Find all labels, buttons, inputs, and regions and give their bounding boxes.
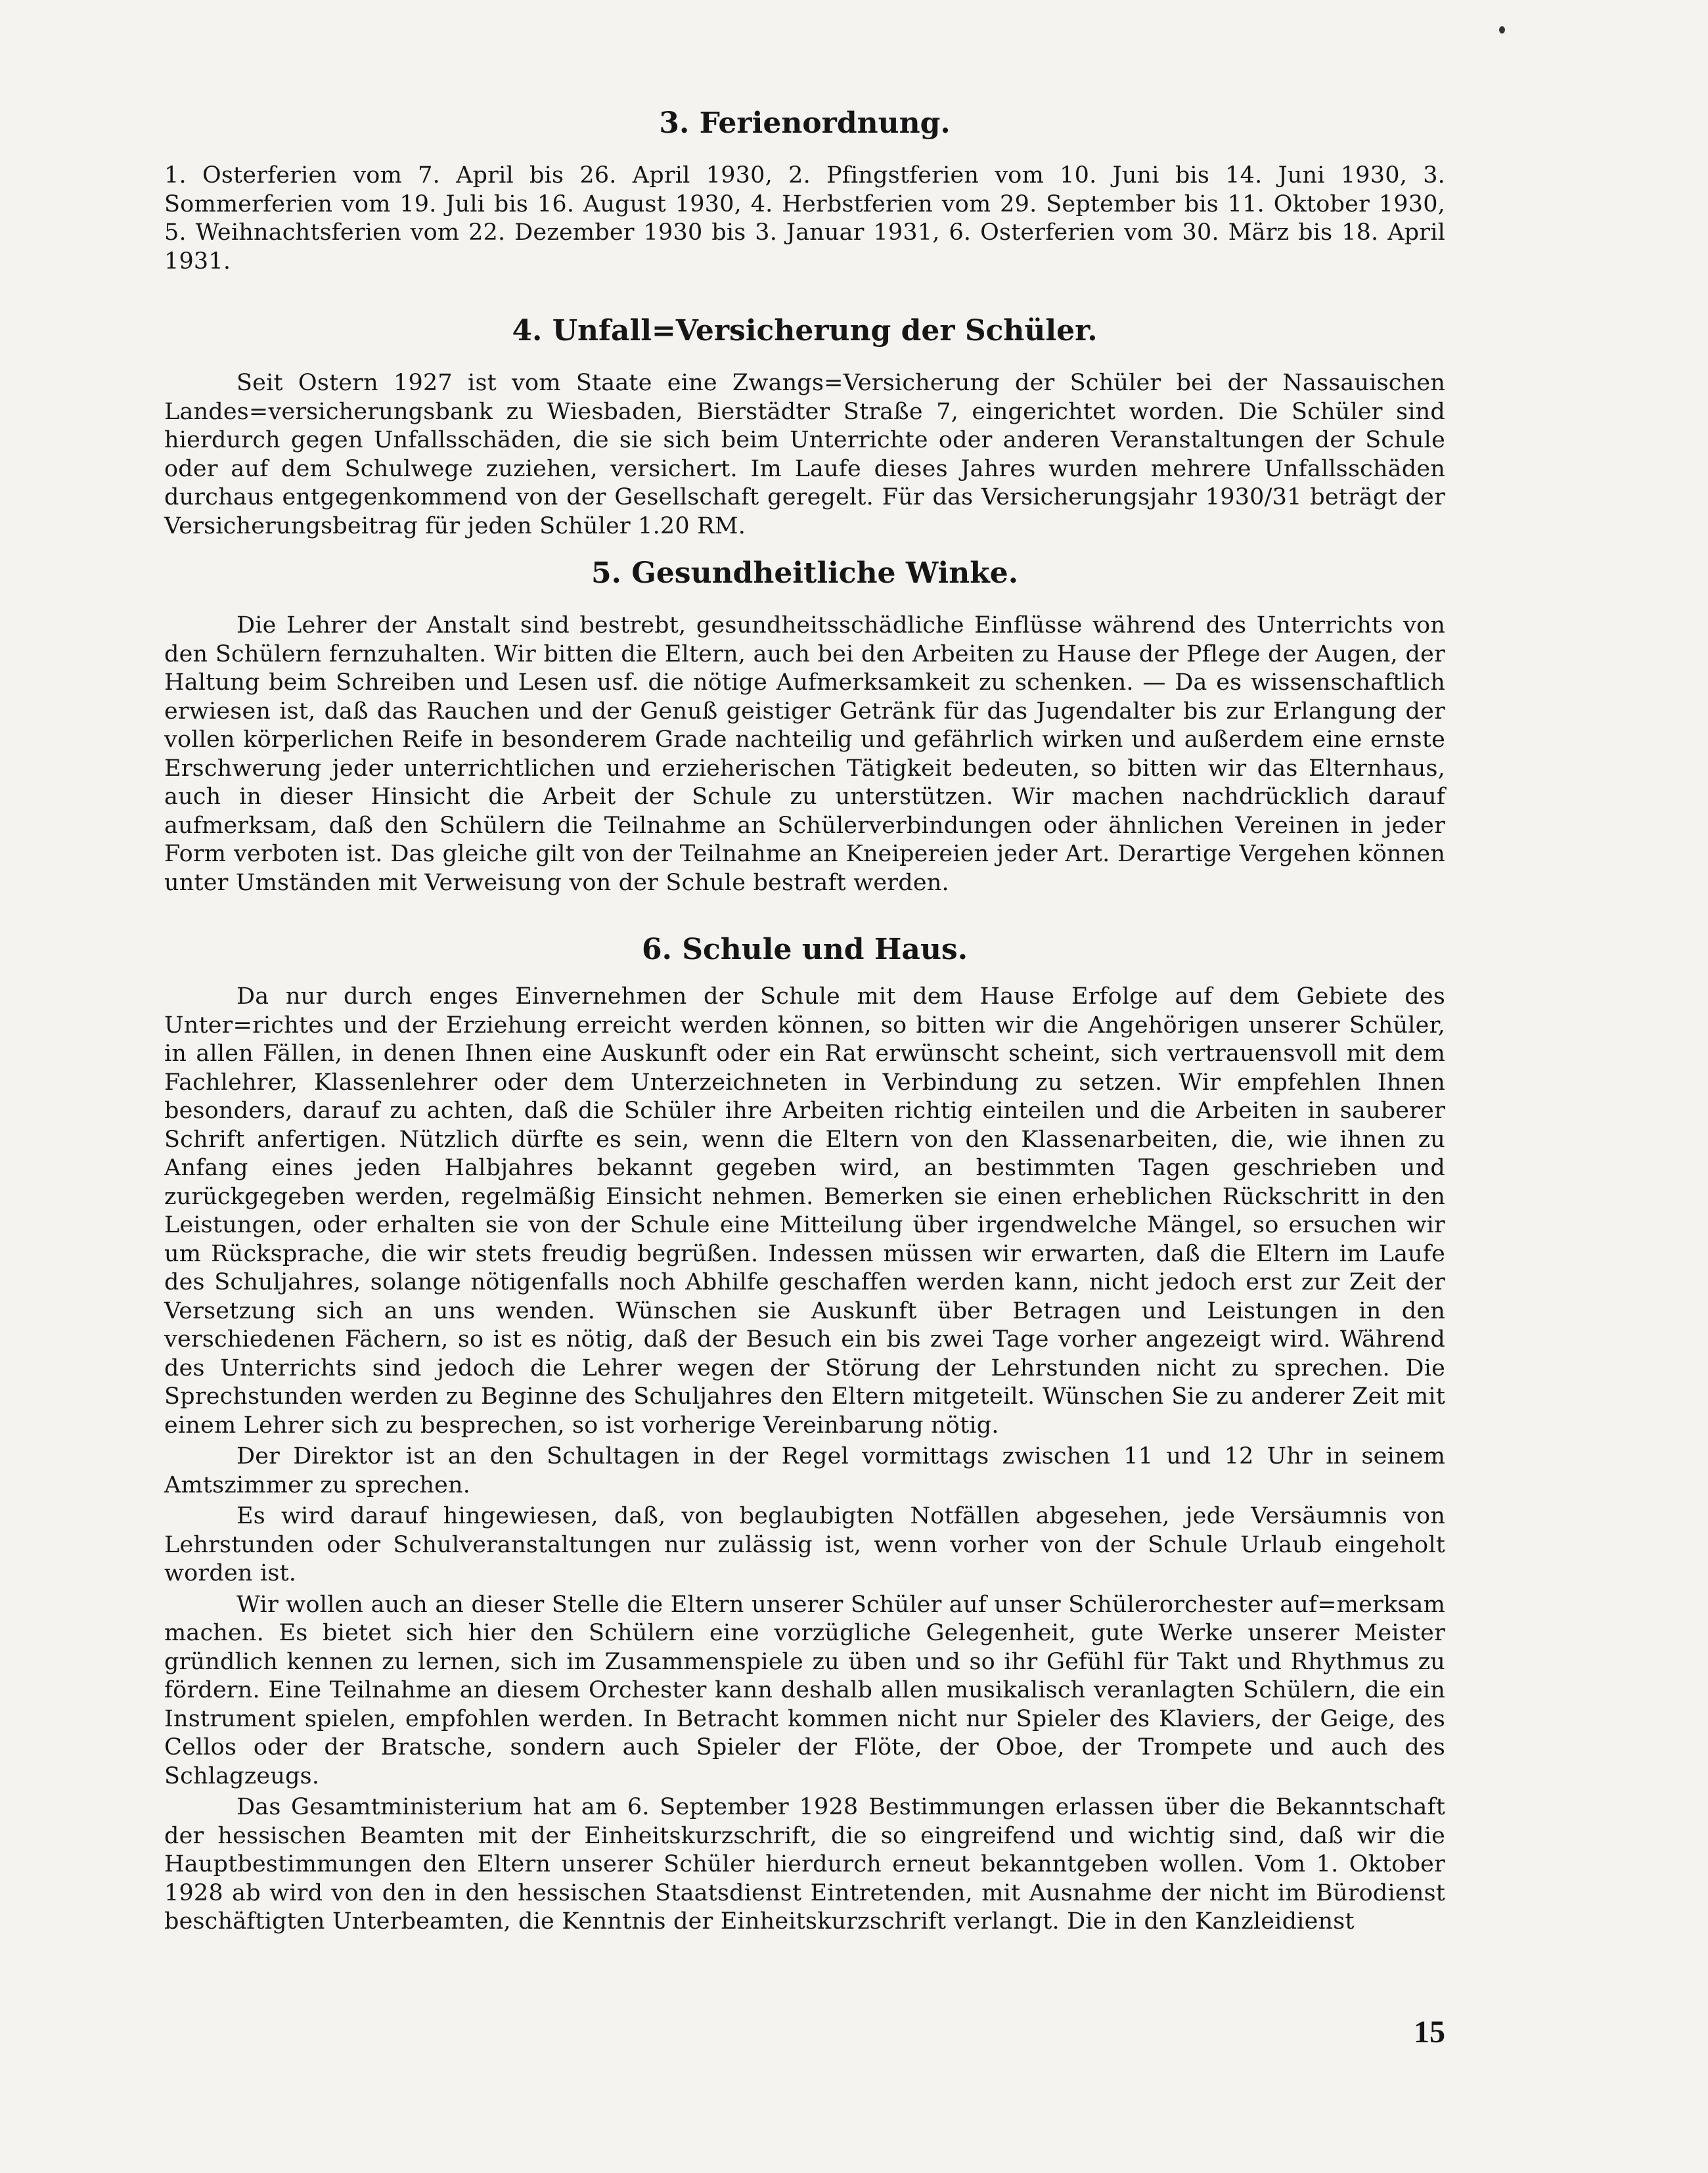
paragraph-ferienordnung: 1. Osterferien vom 7. April bis 26. April 1930, 2. Pfingstferien vom 10. Juni bis 14. Juni 1930, 3. Sommerferien vom 19. Juli bis 16. August 1930, 4. Herbstferien vom 29. September bis 11. Oktober 1930, 5. Weihnachtsferien vom 22. Dezember 1930 bis 3. Januar 1931, 6. Osterferien vom 30. März bis 18. April 1931. <box>164 162 1445 275</box>
paragraph-schule-und-haus-1: Da nur durch enges Einvernehmen der Schule mit dem Hause Erfolge auf dem Gebiete des Unter=richtes und der Erziehung erreicht werden können, so bitten wir die Angehörigen unserer Schüler, in allen Fällen, in denen Ihnen eine Auskunft oder ein Rat erwünscht scheint, sich vertrauensvoll mit dem Fachlehrer, Klassenlehrer oder dem Unterzeichneten in Verbindung zu setzen. Wir empfehlen Ihnen besonders, darauf zu achten, daß die Schüler ihre Arbeiten richtig einteilen und die Arbeiten in sauberer Schrift anfertigen. Nützlich dürfte es sein, wenn die Eltern von den Klassenarbeiten, die, wie ihnen zu Anfang eines jeden Halbjahres bekannt gegeben wird, an bestimmten Tagen geschrieben und zurückgegeben werden, regelmäßig Einsicht nehmen. Bemerken sie einen erheblichen Rückschritt in den Leistungen, oder erhalten sie von der Schule eine Mitteilung über irgendwelche Mängel, so ersuchen wir um Rücksprache, die wir stets freudig begrüßen. Indessen müssen wir erwarten, daß die Eltern im Laufe des Schuljahres, solange nötigenfalls noch Abhilfe geschaffen werden kann, nicht jedoch erst zur Zeit der Versetzung sich an uns wenden. Wünschen sie Auskunft über Betragen und Leistungen in den verschiedenen Fächern, so ist es nötig, daß der Besuch ein bis zwei Tage vorher angezeigt wird. Während des Unterrichts sind jedoch die Lehrer wegen der Störung der Lehrstunden nicht zu sprechen. Die Sprechstunden werden zu Beginne des Schuljahres den Eltern mitgeteilt. Wünschen Sie zu anderer Zeit mit einem Lehrer sich zu besprechen, so ist vorherige Vereinbarung nötig. <box>164 983 1445 1439</box>
ink-speck <box>1499 26 1505 34</box>
paragraph-gesundheitliche-winke: Die Lehrer der Anstalt sind bestrebt, gesundheitsschädliche Einflüsse während des Unterrichts von den Schülern fernzuhalten. Wir bitten die Eltern, auch bei den Arbeiten zu Hause der Pflege der Augen, der Haltung beim Schreiben und Lesen usf. die nötige Aufmerksamkeit zu schenken. — Da es wissenschaftlich erwiesen ist, daß das Rauchen und der Genuß geistiger Getränk für das Jugendalter bis zur Erlangung der vollen körperlichen Reife in besonderem Grade nachteilig und gefährlich wirken und außerdem eine ernste Erschwerung jeder unterrichtlichen und erzieherischen Tätigkeit bedeuten, so bitten wir das Elternhaus, auch in dieser Hinsicht die Arbeit der Schule zu unterstützen. Wir machen nachdrücklich darauf aufmerksam, daß den Schülern die Teilnahme an Schülerverbindungen oder ähnlichen Vereinen in jeder Form verboten ist. Das gleiche gilt von der Teilnahme an Kneipereien jeder Art. Derartige Vergehen können unter Umständen mit Verweisung von der Schule bestraft werden. <box>164 612 1445 896</box>
page-number: 15 <box>1414 2015 1445 2050</box>
paragraph-schule-und-haus-3: Es wird darauf hingewiesen, daß, von beglaubigten Notfällen abgesehen, jede Versäumnis von Lehrstunden oder Schulveranstaltungen nur zulässig ist, wenn vorher von der Schule Urlaub eingeholt worden ist. <box>164 1503 1445 1586</box>
heading-schule-und-haus: 6. Schule und Haus. <box>641 933 968 966</box>
paragraph-schule-und-haus-5: Das Gesamtministerium hat am 6. September 1928 Bestimmungen erlassen über die Bekanntschaft der hessischen Beamten mit der Einheitskurzschrift, die so eingreifend und wichtig sind, daß wir die Hauptbestimmungen den Eltern unserer Schüler hierdurch erneut bekanntgeben wollen. Vom 1. Oktober 1928 ab wird von den in den hessischen Staatsdienst Eintretenden, mit Ausnahme der nicht im Bürodienst beschäftigten Unterbeamten, die Kenntnis der Einheitskurzschrift verlangt. Die in den Kanzleidienst <box>164 1794 1445 1935</box>
document-page <box>164 105 1445 1937</box>
paragraph-schule-und-haus-4: Wir wollen auch an dieser Stelle die Eltern unserer Schüler auf unser Schülerorchester auf=merksam machen. Es bietet sich hier den Schülern eine vorzügliche Gelegenheit, gute Werke unserer Meister gründlich kennen zu lernen, sich im Zusammenspiele zu üben und so ihr Gefühl für Takt und Rhythmus zu fördern. Eine Teilnahme an diesem Orchester kann deshalb allen musikalisch veranlagten Schülern, die ein Instrument spielen, empfohlen werden. In Betracht kommen nicht nur Spieler des Klaviers, der Geige, des Cellos oder der Bratsche, sondern auch Spieler der Flöte, der Oboe, der Trompete und auch des Schlagzeugs. <box>164 1591 1445 1789</box>
heading-unfallversicherung: 4. Unfall=Versicherung der Schüler. <box>512 314 1098 347</box>
paragraph-schule-und-haus-2: Der Direktor ist an den Schultagen in der Regel vormittags zwischen 11 und 12 Uhr in seinem Amtszimmer zu sprechen. <box>164 1443 1445 1498</box>
heading-ferienordnung: 3. Ferienordnung. <box>659 106 951 140</box>
heading-gesundheitliche-winke: 5. Gesundheitliche Winke. <box>591 556 1019 590</box>
paragraph-unfallversicherung: Seit Ostern 1927 ist vom Staate eine Zwangs=Versicherung der Schüler bei der Nassauischen Landes=versicherungsbank zu Wiesbaden, Bierstädter Straße 7, eingerichtet worden. Die Schüler sind hierdurch gegen Unfallsschäden, die sie sich beim Unterrichte oder anderen Veranstaltungen der Schule oder auf dem Schulwege zuziehen, versichert. Im Laufe dieses Jahres wurden mehrere Unfallsschäden durchaus entgegenkommend von der Gesellschaft geregelt. Für das Versicherungsjahr 1930/31 beträgt der Versicherungsbeitrag für jeden Schüler 1.20 RM. <box>164 370 1445 539</box>
